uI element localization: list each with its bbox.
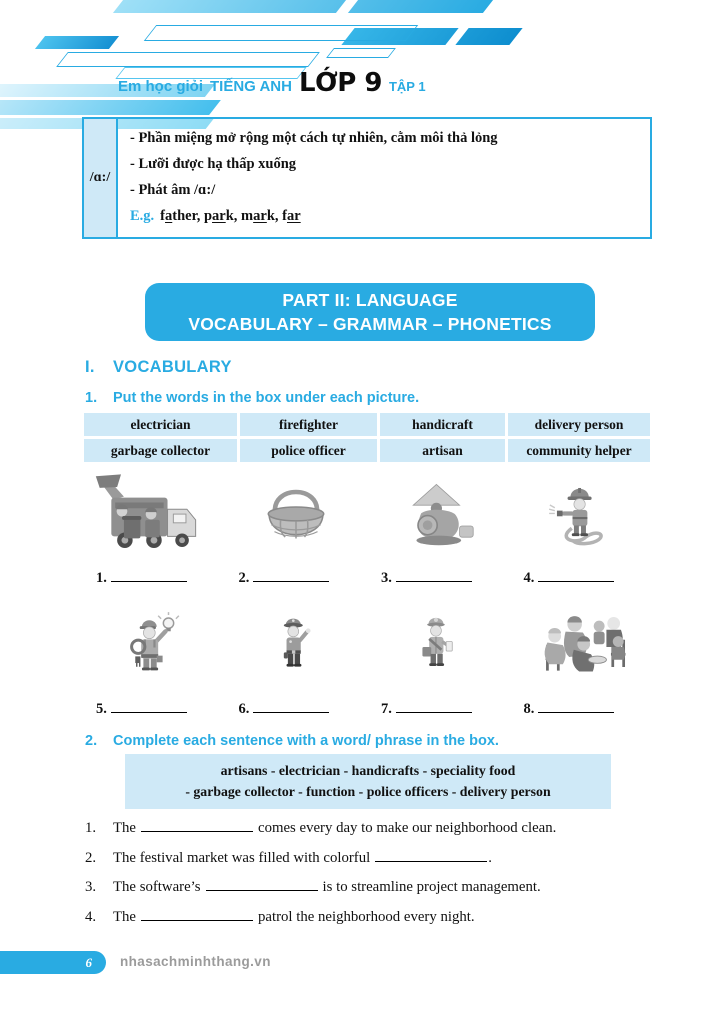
picture-number: 6. <box>238 701 250 717</box>
part-banner-line1: PART II: LANGUAGE <box>282 290 458 310</box>
picture-answer-blank <box>84 568 223 587</box>
exercise1-instruction: Put the words in the box under each picture. <box>113 390 420 406</box>
answer-line <box>253 699 329 713</box>
book-series: Em học giỏi <box>118 78 204 95</box>
sentence-text: patrol the neighborhood every night. <box>258 908 475 925</box>
picture-item <box>227 468 366 587</box>
sentence-number: 2. <box>85 849 97 866</box>
book-title <box>118 68 426 98</box>
book-grade: LỚP 9 <box>298 68 382 98</box>
answer-line <box>538 568 614 582</box>
phrase-box-line: - garbage collector - function - police officers - delivery person <box>185 784 551 799</box>
sentence-text: The <box>113 820 137 836</box>
pronunciation-note: - Phát âm /ɑ:/ <box>130 182 216 198</box>
deco-band-top <box>113 0 493 13</box>
word-box-row <box>84 439 650 462</box>
pronunciation-example-line <box>130 203 640 229</box>
sentence-list <box>85 814 657 932</box>
answer-line <box>396 568 472 582</box>
sentence-text: comes every day to make our neighborhood clean. <box>258 820 557 836</box>
picture-number: 5. <box>96 701 107 717</box>
answer-line <box>253 568 329 582</box>
section-number: I. <box>85 358 95 376</box>
picture-number: 3. <box>381 570 392 586</box>
word-box-cell: community helper <box>508 439 650 462</box>
exercise2-number: 2. <box>85 733 98 749</box>
deco-outline <box>144 25 419 41</box>
picture-community-helpers <box>512 599 651 693</box>
answer-line <box>111 699 187 713</box>
answer-line <box>111 568 187 582</box>
picture-item <box>227 599 366 718</box>
sentence-number: 4. <box>85 908 97 925</box>
example-words: father, park, mark, far <box>160 208 301 224</box>
answer-line <box>396 699 472 713</box>
part-banner-line2: VOCABULARY – GRAMMAR – PHONETICS <box>188 314 552 334</box>
picture-answer-blank <box>512 699 651 718</box>
part-banner <box>145 283 595 341</box>
picture-answer-blank <box>227 699 366 718</box>
picture-grid <box>84 468 650 718</box>
sentence-text: The software’s <box>113 879 201 895</box>
word-box-cell: firefighter <box>240 413 377 436</box>
picture-item <box>512 468 651 587</box>
picture-answer-blank <box>227 568 366 587</box>
picture-number: 8. <box>523 701 535 717</box>
pronunciation-notes <box>118 119 650 237</box>
picture-wicker-basket <box>227 468 366 562</box>
sentence-text: . <box>488 849 492 866</box>
publisher-website: nhasachminhthang.vn <box>120 954 271 969</box>
word-box-cell: garbage collector <box>84 439 237 462</box>
exercise1-number: 1. <box>85 390 98 406</box>
picture-answer-blank <box>512 568 651 587</box>
picture-police-officer <box>227 599 366 693</box>
picture-item <box>369 468 508 587</box>
word-box-row <box>84 413 650 436</box>
sentence-text: is to streamline project management. <box>322 879 541 895</box>
answer-line <box>141 818 253 832</box>
pronunciation-table <box>82 117 652 239</box>
phoneme-symbol: /ɑ:/ <box>84 119 118 237</box>
sentence-text: The festival market was filled with colorful <box>113 849 371 866</box>
book-volume: TẬP 1 <box>388 79 426 94</box>
picture-item <box>369 599 508 718</box>
picture-number: 7. <box>381 701 392 717</box>
word-box <box>84 413 650 462</box>
picture-number: 2. <box>238 570 250 586</box>
section-heading <box>85 358 232 377</box>
example-word: mark <box>241 208 275 224</box>
pronunciation-note: - Lưỡi được hạ thấp xuống <box>130 156 297 172</box>
picture-artisan-weaving <box>369 468 508 562</box>
picture-number: 4. <box>523 570 535 586</box>
picture-garbage-truck <box>84 468 223 562</box>
word-box-cell: handicraft <box>380 413 505 436</box>
example-label: E.g. <box>130 208 155 224</box>
picture-answer-blank <box>369 568 508 587</box>
fill-in-sentence <box>85 844 657 874</box>
sentence-number: 3. <box>85 879 97 895</box>
fill-in-sentence <box>85 903 657 933</box>
answer-line <box>206 877 318 891</box>
exercise2-heading <box>85 733 499 749</box>
deco-outline <box>326 48 396 58</box>
picture-answer-blank <box>84 699 223 718</box>
picture-item <box>84 599 223 718</box>
answer-line <box>141 907 253 921</box>
book-subject: TIẾNG ANH <box>210 78 292 95</box>
picture-answer-blank <box>369 699 508 718</box>
sentence-number: 1. <box>85 820 97 836</box>
deco-band-left <box>35 36 119 49</box>
fill-in-sentence <box>85 814 657 844</box>
word-box-cell: delivery person <box>508 413 650 436</box>
picture-firefighter <box>512 468 651 562</box>
deco-stripe <box>0 100 221 115</box>
section-title: VOCABULARY <box>113 358 232 376</box>
exercise2-instruction: Complete each sentence with a word/ phrase in the box. <box>113 733 499 749</box>
picture-item <box>512 599 651 718</box>
phrase-box <box>125 754 611 809</box>
picture-number: 1. <box>96 570 107 586</box>
deco-outline <box>56 52 320 67</box>
phrase-box-line: artisans - electrician - handicrafts - speciality food <box>220 763 516 778</box>
page-number-badge: 6 <box>0 951 106 974</box>
example-word: park <box>203 208 234 224</box>
exercise1-heading <box>85 390 419 406</box>
example-word: father <box>160 208 197 224</box>
picture-delivery-person <box>369 599 508 693</box>
answer-line <box>375 848 487 862</box>
picture-item <box>84 468 223 587</box>
page-footer <box>0 951 726 975</box>
sentence-text: The <box>113 908 137 925</box>
picture-electrician <box>84 599 223 693</box>
fill-in-sentence <box>85 873 657 903</box>
word-box-cell: police officer <box>240 439 377 462</box>
word-box-cell: electrician <box>84 413 237 436</box>
pronunciation-note: - Phần miệng mở rộng một cách tự nhiên, cằm môi thả lỏng <box>130 130 498 146</box>
word-box-cell: artisan <box>380 439 505 462</box>
example-word: far <box>282 208 301 224</box>
answer-line <box>538 699 614 713</box>
